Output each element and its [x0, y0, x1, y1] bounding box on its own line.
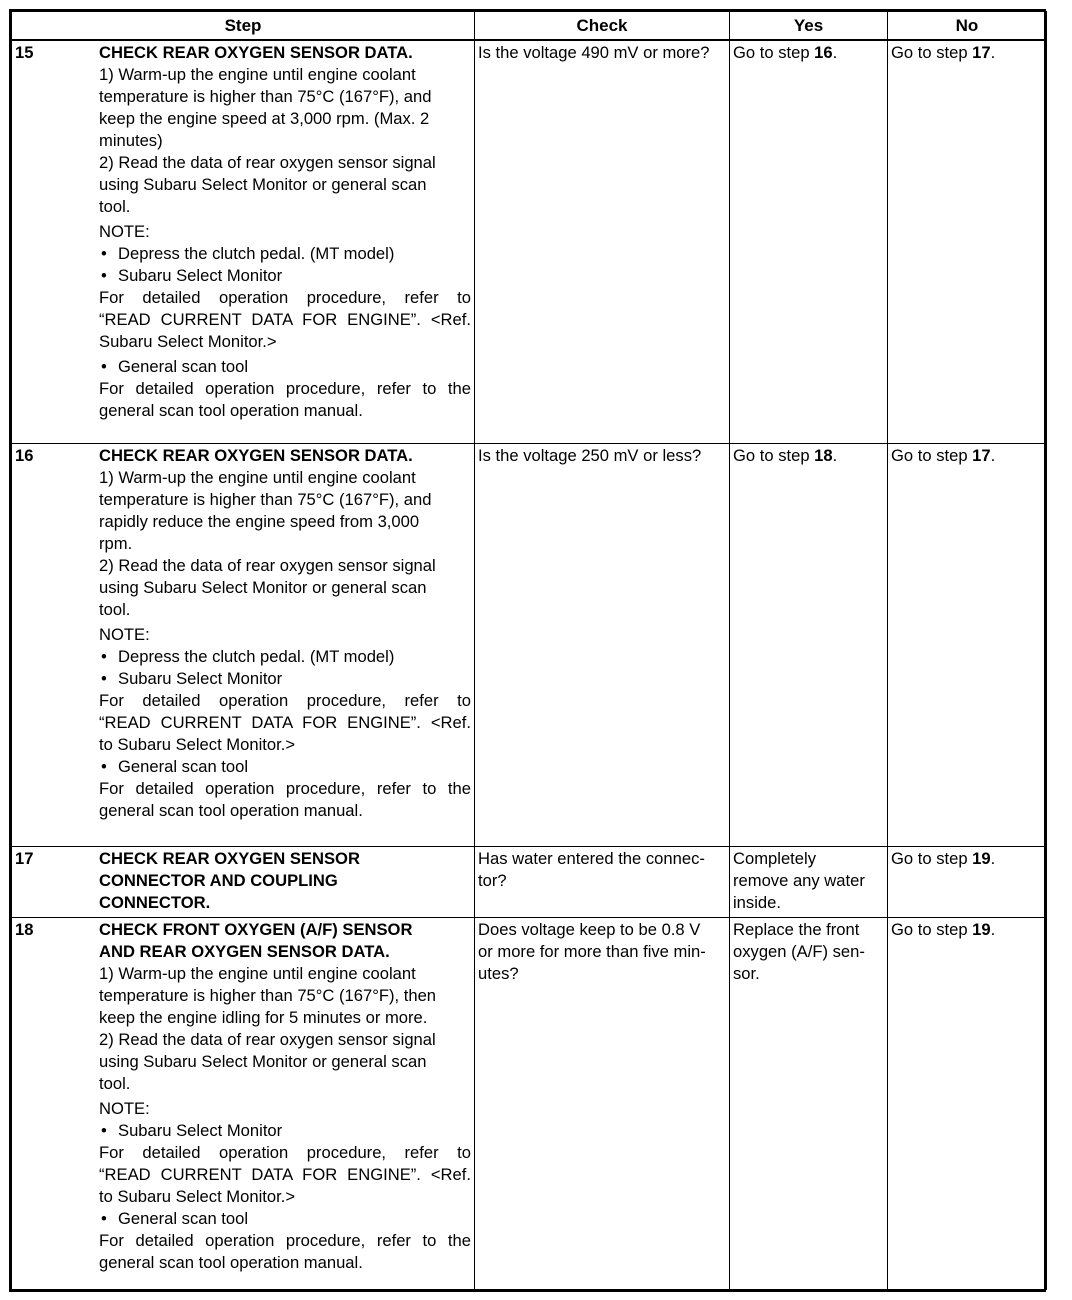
- note-bullet: • Depress the clutch pedal. (MT model): [99, 243, 471, 265]
- check-question: Does voltage keep to be 0.8 V: [478, 920, 701, 939]
- note-reference: to Subaru Select Monitor.>: [99, 1187, 296, 1206]
- table-header-row: [12, 12, 1047, 41]
- table-row-step-15: [12, 40, 1047, 444]
- check-cell: [475, 847, 730, 918]
- check-question: tor?: [478, 871, 507, 890]
- note-text: general scan tool operation manual.: [99, 401, 363, 420]
- note-bullet: • General scan tool: [99, 1208, 471, 1230]
- note-text: For detailed operation procedure, refer to the: [99, 1231, 471, 1250]
- yes-action: Replace the front: [733, 920, 860, 939]
- step-title: CHECK FRONT OXYGEN (A/F) SENSOR: [99, 920, 413, 939]
- note-text: For detailed operation procedure, refer to the: [99, 779, 471, 798]
- no-cell: [888, 847, 1047, 918]
- procedure-line: 1) Warm-up the engine until engine coolant: [99, 964, 416, 983]
- check-cell: [475, 918, 730, 1290]
- no-action-text: Go to step: [891, 920, 973, 939]
- note-bullet: • Subaru Select Monitor: [99, 668, 471, 690]
- step-title: AND REAR OXYGEN SENSOR DATA.: [99, 942, 390, 961]
- step-cell: [12, 444, 475, 847]
- table-row-step-16: [12, 444, 1047, 847]
- no-step-ref: 17: [972, 446, 991, 465]
- procedure-line: tool.: [99, 1074, 131, 1093]
- step-number: 17: [15, 849, 34, 868]
- procedure-line: keep the engine speed at 3,000 rpm. (Max. 2: [99, 109, 430, 128]
- procedure-line: rpm.: [99, 534, 133, 553]
- no-action-punct: .: [990, 849, 996, 868]
- step-title: CONNECTOR.: [99, 893, 211, 912]
- yes-action: [730, 41, 887, 64]
- yes-action: [730, 444, 887, 467]
- no-action-text: Go to step: [891, 446, 973, 465]
- procedure-line: temperature is higher than 75°C (167°F), and: [99, 87, 432, 106]
- note-text: “READ CURRENT DATA FOR ENGINE”. <Ref.: [99, 310, 471, 329]
- note-text: For detailed operation procedure, refer to: [99, 288, 471, 307]
- note-text: “READ CURRENT DATA FOR ENGINE”. <Ref.: [99, 1165, 471, 1184]
- procedure-line: tool.: [99, 600, 131, 619]
- procedure-line: 1) Warm-up the engine until engine coolant: [99, 468, 416, 487]
- no-action-punct: .: [990, 43, 996, 62]
- header-check: Check: [475, 12, 730, 41]
- procedure-line: rapidly reduce the engine speed from 3,000: [99, 512, 420, 531]
- yes-action-punct: .: [832, 446, 838, 465]
- step-cell: [12, 918, 475, 1290]
- note-text: “READ CURRENT DATA FOR ENGINE”. <Ref.: [99, 713, 471, 732]
- no-cell: [888, 40, 1047, 444]
- no-action: [888, 41, 1046, 64]
- note-text: For detailed operation procedure, refer to: [99, 691, 471, 710]
- no-action-text: Go to step: [891, 43, 973, 62]
- table-row-step-17: [12, 847, 1047, 918]
- procedure-line: minutes): [99, 131, 163, 150]
- yes-action-text: Go to step: [733, 43, 815, 62]
- check-question: Is the voltage 490 mV or more?: [478, 43, 710, 62]
- procedure-line: 1) Warm-up the engine until engine coolant: [99, 65, 416, 84]
- no-action: [888, 444, 1046, 467]
- step-title: CHECK REAR OXYGEN SENSOR: [99, 849, 360, 868]
- note-bullet: • Depress the clutch pedal. (MT model): [99, 646, 471, 668]
- yes-action: remove any water: [733, 871, 865, 890]
- no-step-ref: 19: [972, 849, 991, 868]
- yes-step-ref: 18: [814, 446, 833, 465]
- yes-action-punct: .: [832, 43, 838, 62]
- note-reference: Subaru Select Monitor.>: [99, 332, 277, 351]
- yes-cell: [730, 444, 888, 847]
- note-reference: to Subaru Select Monitor.>: [99, 735, 296, 754]
- note-text: general scan tool operation manual.: [99, 801, 363, 820]
- no-action: [888, 918, 1046, 941]
- note-bullet: • Subaru Select Monitor: [99, 1120, 471, 1142]
- no-cell: [888, 918, 1047, 1290]
- note-bullet: • General scan tool: [99, 756, 471, 778]
- yes-cell: [730, 918, 888, 1290]
- note-label: NOTE:: [99, 625, 150, 644]
- table-row-step-18: [12, 918, 1047, 1290]
- diagnostic-table: [11, 11, 1047, 1290]
- step-title: CONNECTOR AND COUPLING: [99, 871, 338, 890]
- procedure-line: tool.: [99, 197, 131, 216]
- yes-action: sor.: [733, 964, 760, 983]
- note-text: For detailed operation procedure, refer to the: [99, 379, 471, 398]
- check-question: or more for more than five min-: [478, 942, 706, 961]
- step-title: CHECK REAR OXYGEN SENSOR DATA.: [99, 446, 413, 465]
- yes-action: inside.: [733, 893, 781, 912]
- check-cell: [475, 40, 730, 444]
- yes-action-text: Go to step: [733, 446, 815, 465]
- step-number: 16: [15, 446, 34, 465]
- yes-step-ref: 16: [814, 43, 833, 62]
- procedure-line: keep the engine idling for 5 minutes or more.: [99, 1008, 428, 1027]
- procedure-line: 2) Read the data of rear oxygen sensor signal: [99, 556, 436, 575]
- procedure-line: 2) Read the data of rear oxygen sensor signal: [99, 1030, 436, 1049]
- no-action: [888, 847, 1046, 870]
- note-bullet: • Subaru Select Monitor: [99, 265, 471, 287]
- no-step-ref: 17: [972, 43, 991, 62]
- procedure-line: using Subaru Select Monitor or general scan: [99, 175, 427, 194]
- step-cell: [12, 40, 475, 444]
- yes-action: oxygen (A/F) sen-: [733, 942, 865, 961]
- yes-cell: [730, 847, 888, 918]
- no-step-ref: 19: [972, 920, 991, 939]
- yes-cell: [730, 40, 888, 444]
- note-label: NOTE:: [99, 222, 150, 241]
- header-yes: Yes: [730, 12, 888, 41]
- check-question: Has water entered the connec-: [478, 849, 705, 868]
- note-text: general scan tool operation manual.: [99, 1253, 363, 1272]
- procedure-line: temperature is higher than 75°C (167°F), then: [99, 986, 437, 1005]
- yes-action: Completely: [733, 849, 817, 868]
- check-question: utes?: [478, 964, 519, 983]
- procedure-line: using Subaru Select Monitor or general scan: [99, 1052, 427, 1071]
- procedure-line: using Subaru Select Monitor or general scan: [99, 578, 427, 597]
- note-label: NOTE:: [99, 1099, 150, 1118]
- step-number: 18: [15, 920, 34, 939]
- no-action-punct: .: [990, 446, 996, 465]
- check-question: Is the voltage 250 mV or less?: [478, 446, 702, 465]
- diagnostic-table-frame: [9, 9, 1046, 1292]
- header-step: Step: [12, 12, 475, 41]
- procedure-line: 2) Read the data of rear oxygen sensor signal: [99, 153, 436, 172]
- procedure-line: temperature is higher than 75°C (167°F), and: [99, 490, 432, 509]
- step-title: CHECK REAR OXYGEN SENSOR DATA.: [99, 43, 413, 62]
- no-action-text: Go to step: [891, 849, 973, 868]
- header-no: No: [888, 12, 1047, 41]
- check-cell: [475, 444, 730, 847]
- note-text: For detailed operation procedure, refer to: [99, 1143, 471, 1162]
- step-number: 15: [15, 43, 34, 62]
- no-cell: [888, 444, 1047, 847]
- step-cell: [12, 847, 475, 918]
- note-bullet: • General scan tool: [99, 356, 471, 378]
- no-action-punct: .: [990, 920, 996, 939]
